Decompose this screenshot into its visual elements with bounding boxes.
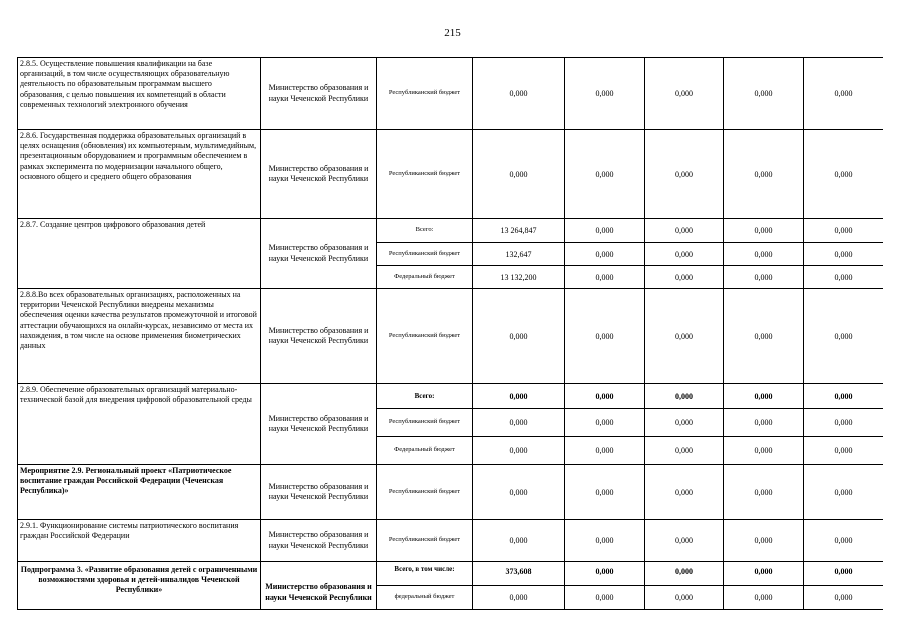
value-cell: 0,000 (473, 465, 565, 520)
value-cell: 0,000 (565, 562, 645, 586)
value-cell: 0,000 (565, 266, 645, 289)
value-cell: 0,000 (724, 130, 804, 219)
funding-source: Республиканский бюджет (377, 289, 473, 384)
value-cell: 0,000 (473, 586, 565, 610)
value-cell: 0,000 (724, 289, 804, 384)
value-cell: 0,000 (804, 586, 884, 610)
value-cell: 0,000 (565, 384, 645, 409)
value-cell: 0,000 (804, 520, 884, 562)
value-cell: 0,000 (804, 384, 884, 409)
value-cell: 0,000 (804, 562, 884, 586)
value-cell: 0,000 (473, 409, 565, 437)
value-cell: 0,000 (565, 409, 645, 437)
value-cell: 0,000 (565, 520, 645, 562)
activity-name: 2.8.7. Создание центров цифрового образования детей (18, 219, 261, 289)
value-cell: 0,000 (724, 266, 804, 289)
value-cell: 0,000 (724, 384, 804, 409)
value-cell: 0,000 (645, 266, 724, 289)
value-cell: 0,000 (645, 243, 724, 266)
table-row (18, 384, 884, 409)
value-cell: 0,000 (804, 219, 884, 243)
funding-source: Республиканский бюджет (377, 520, 473, 562)
value-cell: 0,000 (645, 58, 724, 130)
value-cell: 0,000 (645, 465, 724, 520)
value-cell: 0,000 (804, 130, 884, 219)
value-cell: 0,000 (724, 562, 804, 586)
value-cell: 0,000 (804, 437, 884, 465)
value-cell: 0,000 (565, 130, 645, 219)
table-row (18, 520, 884, 562)
executor-cell: Министерство образования и науки Чеченской Республики (261, 384, 377, 465)
value-cell: 0,000 (565, 58, 645, 130)
value-cell: 0,000 (645, 384, 724, 409)
table-row (18, 130, 884, 219)
executor-cell: Министерство образования и науки Чеченской Республики (261, 289, 377, 384)
budget-table (17, 57, 883, 610)
executor-cell: Министерство образования и науки Чеченской Республики (261, 562, 377, 610)
value-cell: 0,000 (724, 243, 804, 266)
table-row (18, 465, 884, 520)
funding-source: Федеральный бюджет (377, 437, 473, 465)
value-cell: 0,000 (565, 465, 645, 520)
page-number: 215 (444, 27, 461, 39)
activity-name: 2.8.8.Во всех образовательных организациях, расположенных на территории Чеченской Республики внедрены механизмы обеспечения оценки качества результатов промежуточной и итоговой аттестации обучающихся на онлайн-курсах, независимо от места их нахождения, в том числе на основе применения биометрических данных (18, 289, 261, 384)
value-cell: 0,000 (565, 586, 645, 610)
budget-table-container (17, 57, 883, 610)
value-cell: 0,000 (645, 289, 724, 384)
value-cell: 13 264,847 (473, 219, 565, 243)
activity-name: 2.9.1. Функционирование системы патриотического воспитания граждан Российской Федерации (18, 520, 261, 562)
executor-cell: Министерство образования и науки Чеченской Республики (261, 520, 377, 562)
value-cell: 0,000 (645, 409, 724, 437)
value-cell: 373,608 (473, 562, 565, 586)
executor-cell: Министерство образования и науки Чеченской Республики (261, 219, 377, 289)
value-cell: 0,000 (645, 586, 724, 610)
executor-cell: Министерство образования и науки Чеченской Республики (261, 58, 377, 130)
funding-source: федеральный бюджет (377, 586, 473, 610)
value-cell: 0,000 (645, 130, 724, 219)
funding-source: Федеральный бюджет (377, 266, 473, 289)
table-row (18, 562, 884, 586)
value-cell: 13 132,200 (473, 266, 565, 289)
value-cell: 132,647 (473, 243, 565, 266)
executor-cell: Министерство образования и науки Чеченской Республики (261, 130, 377, 219)
value-cell: 0,000 (645, 520, 724, 562)
value-cell: 0,000 (724, 520, 804, 562)
value-cell: 0,000 (473, 437, 565, 465)
funding-source: Республиканский бюджет (377, 130, 473, 219)
subprogram-name: Подпрограмма 3. «Развитие образования детей с ограниченными возможностями здоровья и детей-инвалидов Чеченской Республики» (18, 562, 261, 610)
value-cell: 0,000 (724, 465, 804, 520)
value-cell: 0,000 (565, 289, 645, 384)
value-cell: 0,000 (724, 409, 804, 437)
value-cell: 0,000 (565, 437, 645, 465)
activity-name: 2.8.9. Обеспечение образовательных организаций материально-технической базой для внедрения цифровой образовательной среды (18, 384, 261, 465)
value-cell: 0,000 (645, 562, 724, 586)
value-cell: 0,000 (724, 437, 804, 465)
table-row (18, 219, 884, 243)
value-cell: 0,000 (724, 58, 804, 130)
value-cell: 0,000 (473, 520, 565, 562)
funding-source: Всего: (377, 219, 473, 243)
table-row (18, 289, 884, 384)
activity-name: Мероприятие 2.9. Региональный проект «Патриотическое воспитание граждан Российской Федерации (Чеченская Республика)» (18, 465, 261, 520)
value-cell: 0,000 (804, 266, 884, 289)
value-cell: 0,000 (804, 289, 884, 384)
value-cell: 0,000 (473, 130, 565, 219)
table-row (18, 58, 884, 130)
value-cell: 0,000 (804, 465, 884, 520)
value-cell: 0,000 (473, 58, 565, 130)
value-cell: 0,000 (724, 219, 804, 243)
activity-name: 2.8.6. Государственная поддержка образовательных организаций в целях оснащения (обновления) их компьютерным, мультимедийным, презентационным оборудованием и программным обеспечением в рамках эксперимента по модернизации начального общего, основного общего и среднего общего образования (18, 130, 261, 219)
value-cell: 0,000 (565, 243, 645, 266)
value-cell: 0,000 (645, 219, 724, 243)
value-cell: 0,000 (473, 384, 565, 409)
funding-source: Республиканский бюджет (377, 243, 473, 266)
funding-source: Всего, в том числе: (377, 562, 473, 586)
value-cell: 0,000 (804, 409, 884, 437)
funding-source: Республиканский бюджет (377, 409, 473, 437)
activity-name: 2.8.5. Осуществление повышения квалификации на базе организаций, в том числе осуществляющих образовательную деятельность по образовательным программам высшего образования, с целью повышения их компетенций в области современных технологий электронного обучения (18, 58, 261, 130)
funding-source: Республиканский бюджет (377, 465, 473, 520)
funding-source: Всего: (377, 384, 473, 409)
value-cell: 0,000 (645, 437, 724, 465)
executor-cell: Министерство образования и науки Чеченской Республики (261, 465, 377, 520)
value-cell: 0,000 (804, 243, 884, 266)
value-cell: 0,000 (724, 586, 804, 610)
value-cell: 0,000 (804, 58, 884, 130)
value-cell: 0,000 (473, 289, 565, 384)
funding-source: Республиканский бюджет (377, 58, 473, 130)
value-cell: 0,000 (565, 219, 645, 243)
